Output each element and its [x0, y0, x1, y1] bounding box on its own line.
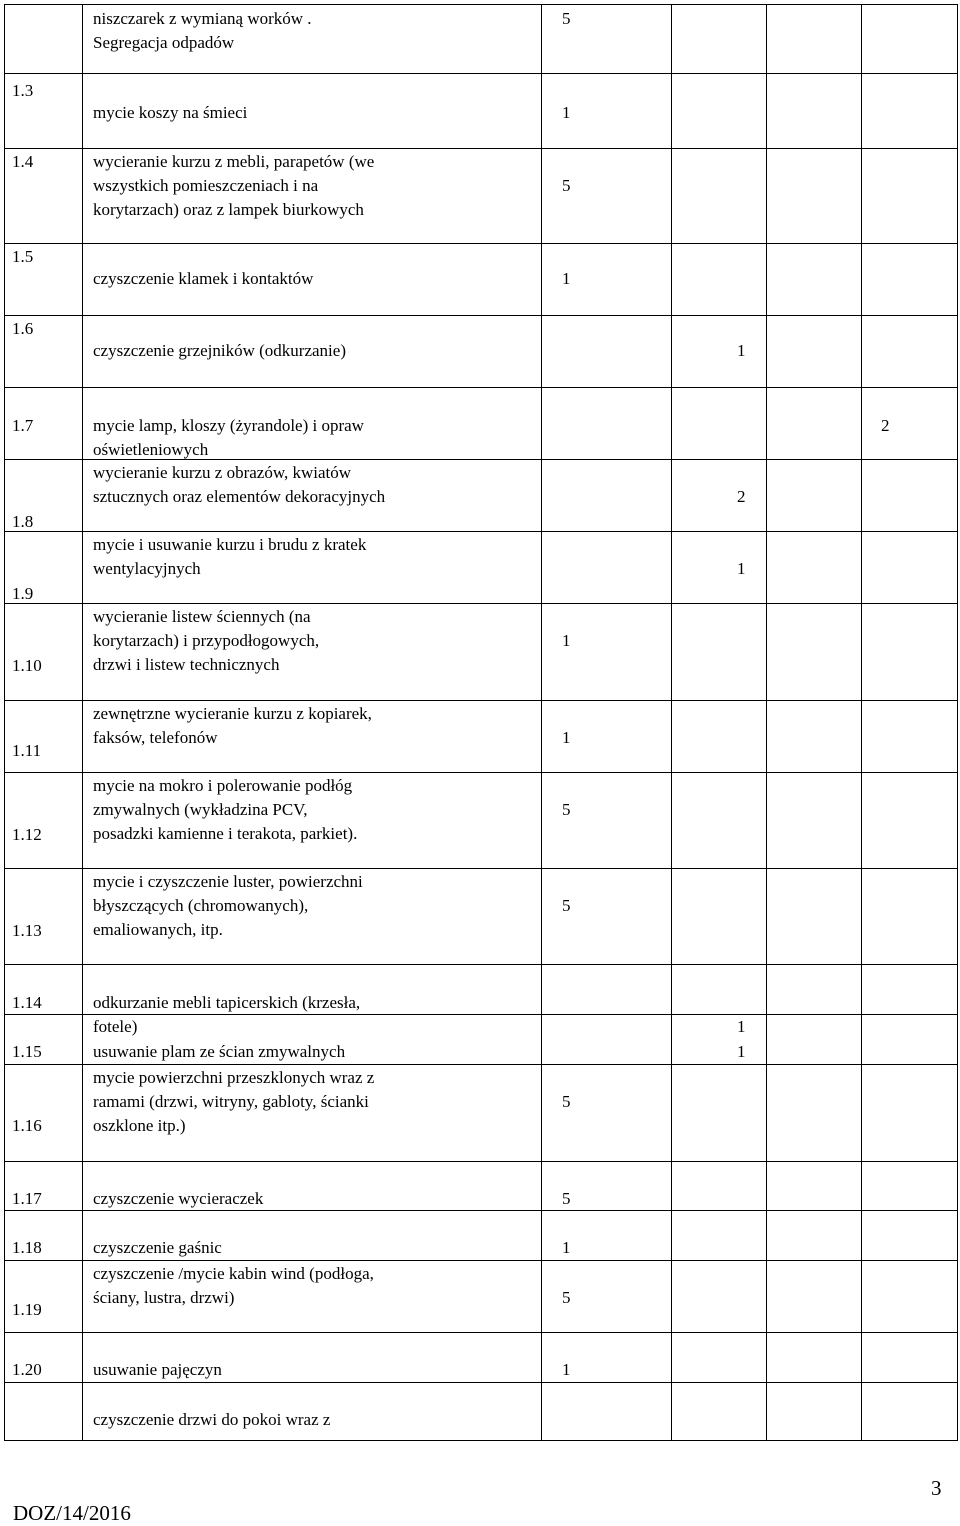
description-line: faksów, telefonów: [93, 728, 218, 747]
extra-cell-2: [767, 5, 862, 74]
description-line: fotele): [93, 1017, 138, 1036]
item-number: 1.18: [12, 1238, 42, 1257]
description-line: czyszczenie wycieraczek: [93, 1189, 264, 1208]
description-line: czyszczenie /mycie kabin wind (podłoga,: [93, 1264, 374, 1283]
frequency-value: 5: [562, 800, 571, 819]
item-number: 1.9: [12, 584, 34, 603]
frequency-cell: [542, 1333, 672, 1383]
extra-cell-2: [767, 1065, 862, 1162]
table-row: [5, 149, 958, 244]
table-row: [5, 701, 958, 773]
frequency-value: 1: [562, 1360, 571, 1379]
description-cell: [83, 701, 571, 773]
description-cell: [83, 316, 746, 388]
frequency-cell: [542, 149, 672, 244]
description-line: czyszczenie gaśnic: [93, 1238, 222, 1257]
extra-cell-2: [767, 1162, 862, 1211]
frequency-value: 5: [562, 896, 571, 915]
description-cell: [83, 773, 571, 869]
description-line: Segregacja odpadów: [93, 33, 235, 52]
description-line: korytarzach) i przypodłogowych,: [93, 631, 320, 650]
extra-cell-1: [672, 1015, 767, 1065]
frequency-value: 5: [562, 176, 571, 195]
frequency-value: 1: [737, 1042, 746, 1061]
description-line: niszczarek z wymianą worków .: [93, 9, 312, 28]
number-cell: [5, 965, 83, 1015]
description-cell: [83, 1261, 571, 1333]
description-line: wentylacyjnych: [93, 559, 201, 578]
frequency-value: 5: [562, 9, 571, 28]
table-row: [5, 965, 958, 1015]
table-row: [5, 532, 958, 604]
item-number: 1.16: [12, 1116, 42, 1135]
frequency-value: 1: [562, 269, 571, 288]
frequency-cell: [542, 965, 672, 1015]
table-row: [5, 1211, 958, 1261]
extra-cell-3: [862, 1065, 958, 1162]
frequency-value: 1: [562, 631, 571, 650]
description-line: mycie i usuwanie kurzu i brudu z kratek: [93, 535, 367, 554]
extra-cell-3: [862, 532, 958, 604]
description-cell: [83, 869, 571, 965]
item-number: 1.5: [12, 247, 34, 266]
item-number: 1.8: [12, 512, 34, 531]
frequency-cell: [542, 1383, 672, 1441]
number-cell: [5, 1015, 83, 1065]
extra-cell-2: [767, 244, 862, 316]
frequency-cell: [542, 74, 672, 149]
table-row: [5, 604, 958, 701]
description-line: posadzki kamienne i terakota, parkiet).: [93, 824, 358, 843]
frequency-cell: [542, 244, 672, 316]
extra-cell-3: [862, 1333, 958, 1383]
item-number: 1.4: [12, 152, 34, 171]
item-number: 1.13: [12, 921, 42, 940]
frequency-cell: [542, 1065, 672, 1162]
extra-cell-3: [862, 74, 958, 149]
number-cell: [5, 244, 83, 316]
number-cell: [5, 701, 83, 773]
table-row: [5, 244, 958, 316]
description-cell: [83, 1333, 571, 1383]
description-cell: [83, 1015, 746, 1065]
frequency-value: 1: [737, 559, 746, 578]
number-cell: [5, 869, 83, 965]
description-line: mycie lamp, kloszy (żyrandole) i opraw: [93, 416, 364, 435]
item-number: 1.17: [12, 1189, 42, 1208]
extra-cell-3: [862, 1162, 958, 1211]
number-cell: [5, 388, 83, 460]
item-number: 1.15: [12, 1042, 42, 1061]
table-row: [5, 316, 958, 388]
extra-cell-3: [862, 149, 958, 244]
extra-cell-2: [767, 532, 862, 604]
extra-cell-3: [862, 965, 958, 1015]
extra-cell-2: [767, 773, 862, 869]
number-cell: [5, 773, 83, 869]
extra-cell-2: [767, 74, 862, 149]
description-cell: [83, 460, 746, 532]
description-line: zmywalnych (wykładzina PCV,: [93, 800, 308, 819]
item-number: 1.20: [12, 1360, 42, 1379]
extra-cell-2: [767, 1333, 862, 1383]
table-row: [5, 460, 958, 532]
task-table: [4, 4, 958, 1441]
description-cell: [83, 532, 746, 604]
extra-cell-1: [672, 460, 767, 532]
extra-cell-3: [862, 316, 958, 388]
frequency-cell: [542, 1261, 672, 1333]
description-line: mycie i czyszczenie luster, powierzchni: [93, 872, 363, 891]
frequency-value: 5: [562, 1189, 571, 1208]
table-row: [5, 1333, 958, 1383]
item-number: 1.14: [12, 993, 42, 1012]
description-line: oszklone itp.): [93, 1116, 186, 1135]
extra-cell-1: [672, 532, 767, 604]
extra-cell-1: [672, 244, 767, 316]
description-cell: [83, 1065, 571, 1162]
description-cell: [83, 149, 571, 244]
page-number: 3: [931, 1476, 942, 1500]
description-cell: [83, 604, 571, 701]
table-row: [5, 773, 958, 869]
frequency-value: 2: [737, 487, 746, 506]
frequency-cell: [542, 869, 672, 965]
extra-cell-2: [767, 1211, 862, 1261]
extra-cell-2: [767, 1261, 862, 1333]
frequency-cell: [542, 701, 672, 773]
frequency-value: 5: [562, 1288, 571, 1307]
description-line: drzwi i listew technicznych: [93, 655, 280, 674]
table-row: [5, 1383, 958, 1441]
extra-cell-2: [767, 460, 862, 532]
description-line: błyszczących (chromowanych),: [93, 896, 309, 915]
extra-cell-3: [862, 701, 958, 773]
table-row: [5, 1261, 958, 1333]
frequency-value: 1: [562, 103, 571, 122]
number-cell: [5, 532, 83, 604]
extra-cell-1: [672, 1211, 767, 1261]
table-row: [5, 5, 958, 74]
extra-cell-3: [862, 1261, 958, 1333]
number-cell: [5, 1383, 83, 1441]
description-line: odkurzanie mebli tapicerskich (krzesła,: [93, 993, 361, 1012]
extra-cell-3: [862, 1383, 958, 1441]
item-number: 1.19: [12, 1300, 42, 1319]
item-number: 1.10: [12, 656, 42, 675]
number-cell: [5, 1162, 83, 1211]
extra-cell-3: [862, 244, 958, 316]
number-cell: [5, 1211, 83, 1261]
number-cell: [5, 1261, 83, 1333]
description-line: ściany, lustra, drzwi): [93, 1288, 235, 1307]
extra-cell-1: [672, 1162, 767, 1211]
table-row: [5, 1015, 958, 1065]
number-cell: [5, 149, 83, 244]
frequency-value: 2: [881, 416, 890, 435]
extra-cell-1: [672, 1383, 767, 1441]
description-line: wycieranie kurzu z mebli, parapetów (we: [93, 152, 375, 171]
extra-cell-3: [862, 388, 958, 460]
extra-cell-3: [862, 460, 958, 532]
description-line: wycieranie listew ściennych (na: [93, 607, 311, 626]
extra-cell-1: [672, 1261, 767, 1333]
extra-cell-1: [672, 5, 767, 74]
item-number: 1.3: [12, 81, 34, 100]
extra-cell-2: [767, 965, 862, 1015]
extra-cell-1: [672, 316, 767, 388]
number-cell: [5, 1333, 83, 1383]
frequency-cell: [542, 388, 672, 460]
item-number: 1.11: [12, 741, 42, 760]
description-line: zewnętrzne wycieranie kurzu z kopiarek,: [93, 704, 372, 723]
extra-cell-2: [767, 1383, 862, 1441]
extra-cell-2: [767, 869, 862, 965]
number-cell: [5, 316, 83, 388]
description-line: sztucznych oraz elementów dekoracyjnych: [93, 487, 386, 506]
frequency-cell: [542, 316, 672, 388]
frequency-cell: [542, 604, 672, 701]
frequency-cell: [542, 5, 672, 74]
description-line: wszystkich pomieszczeniach i na: [93, 176, 319, 195]
frequency-cell: [542, 773, 672, 869]
description-cell: [83, 1383, 542, 1441]
description-line: ramami (drzwi, witryny, gabloty, ścianki: [93, 1092, 369, 1111]
extra-cell-1: [672, 965, 767, 1015]
frequency-value: 1: [737, 1017, 746, 1036]
description-line: mycie powierzchni przeszklonych wraz z: [93, 1068, 375, 1087]
description-cell: [83, 388, 890, 460]
extra-cell-1: [672, 773, 767, 869]
extra-cell-1: [672, 1333, 767, 1383]
frequency-cell: [542, 532, 672, 604]
document-id: DOZ/14/2016: [13, 1501, 131, 1525]
table-row: [5, 388, 958, 460]
extra-cell-2: [767, 1015, 862, 1065]
extra-cell-1: [672, 869, 767, 965]
description-cell: [83, 5, 571, 74]
description-line: usuwanie plam ze ścian zmywalnych: [93, 1042, 346, 1061]
description-cell: [83, 1162, 571, 1211]
number-cell: [5, 604, 83, 701]
description-line: czyszczenie drzwi do pokoi wraz z: [93, 1410, 331, 1429]
frequency-value: 1: [737, 341, 746, 360]
description-line: usuwanie pajęczyn: [93, 1360, 222, 1379]
frequency-value: 1: [562, 728, 571, 747]
description-cell: [83, 74, 571, 149]
extra-cell-2: [767, 149, 862, 244]
description-line: korytarzach) oraz z lampek biurkowych: [93, 200, 364, 219]
description-line: czyszczenie klamek i kontaktów: [93, 269, 314, 288]
extra-cell-3: [862, 5, 958, 74]
frequency-value: 5: [562, 1092, 571, 1111]
extra-cell-1: [672, 149, 767, 244]
extra-cell-1: [672, 388, 767, 460]
frequency-cell: [542, 1015, 672, 1065]
number-cell: [5, 460, 83, 532]
table-row: [5, 869, 958, 965]
extra-cell-3: [862, 869, 958, 965]
number-cell: [5, 74, 83, 149]
description-line: czyszczenie grzejników (odkurzanie): [93, 341, 346, 360]
number-cell: [5, 5, 83, 74]
description-line: oświetleniowych: [93, 440, 209, 459]
description-cell: [83, 244, 571, 316]
extra-cell-1: [672, 701, 767, 773]
frequency-cell: [542, 1162, 672, 1211]
item-number: 1.12: [12, 825, 42, 844]
extra-cell-1: [672, 74, 767, 149]
extra-cell-3: [862, 773, 958, 869]
number-cell: [5, 1065, 83, 1162]
description-line: mycie na mokro i polerowanie podłóg: [93, 776, 353, 795]
description-cell: [83, 965, 746, 1036]
description-line: wycieranie kurzu z obrazów, kwiatów: [93, 463, 352, 482]
frequency-cell: [542, 1211, 672, 1261]
extra-cell-1: [672, 604, 767, 701]
description-line: mycie koszy na śmieci: [93, 103, 248, 122]
extra-cell-2: [767, 316, 862, 388]
frequency-cell: [542, 460, 672, 532]
item-number: 1.6: [12, 319, 34, 338]
item-number: 1.7: [12, 416, 34, 435]
table-row: [5, 74, 958, 149]
extra-cell-2: [767, 604, 862, 701]
frequency-value: 1: [562, 1238, 571, 1257]
extra-cell-1: [672, 1065, 767, 1162]
extra-cell-2: [767, 701, 862, 773]
extra-cell-2: [767, 388, 862, 460]
description-line: emaliowanych, itp.: [93, 920, 223, 939]
extra-cell-3: [862, 1015, 958, 1065]
extra-cell-3: [862, 1211, 958, 1261]
description-cell: [83, 1211, 571, 1261]
extra-cell-3: [862, 604, 958, 701]
table-row: [5, 1162, 958, 1211]
table-row: [5, 1065, 958, 1162]
